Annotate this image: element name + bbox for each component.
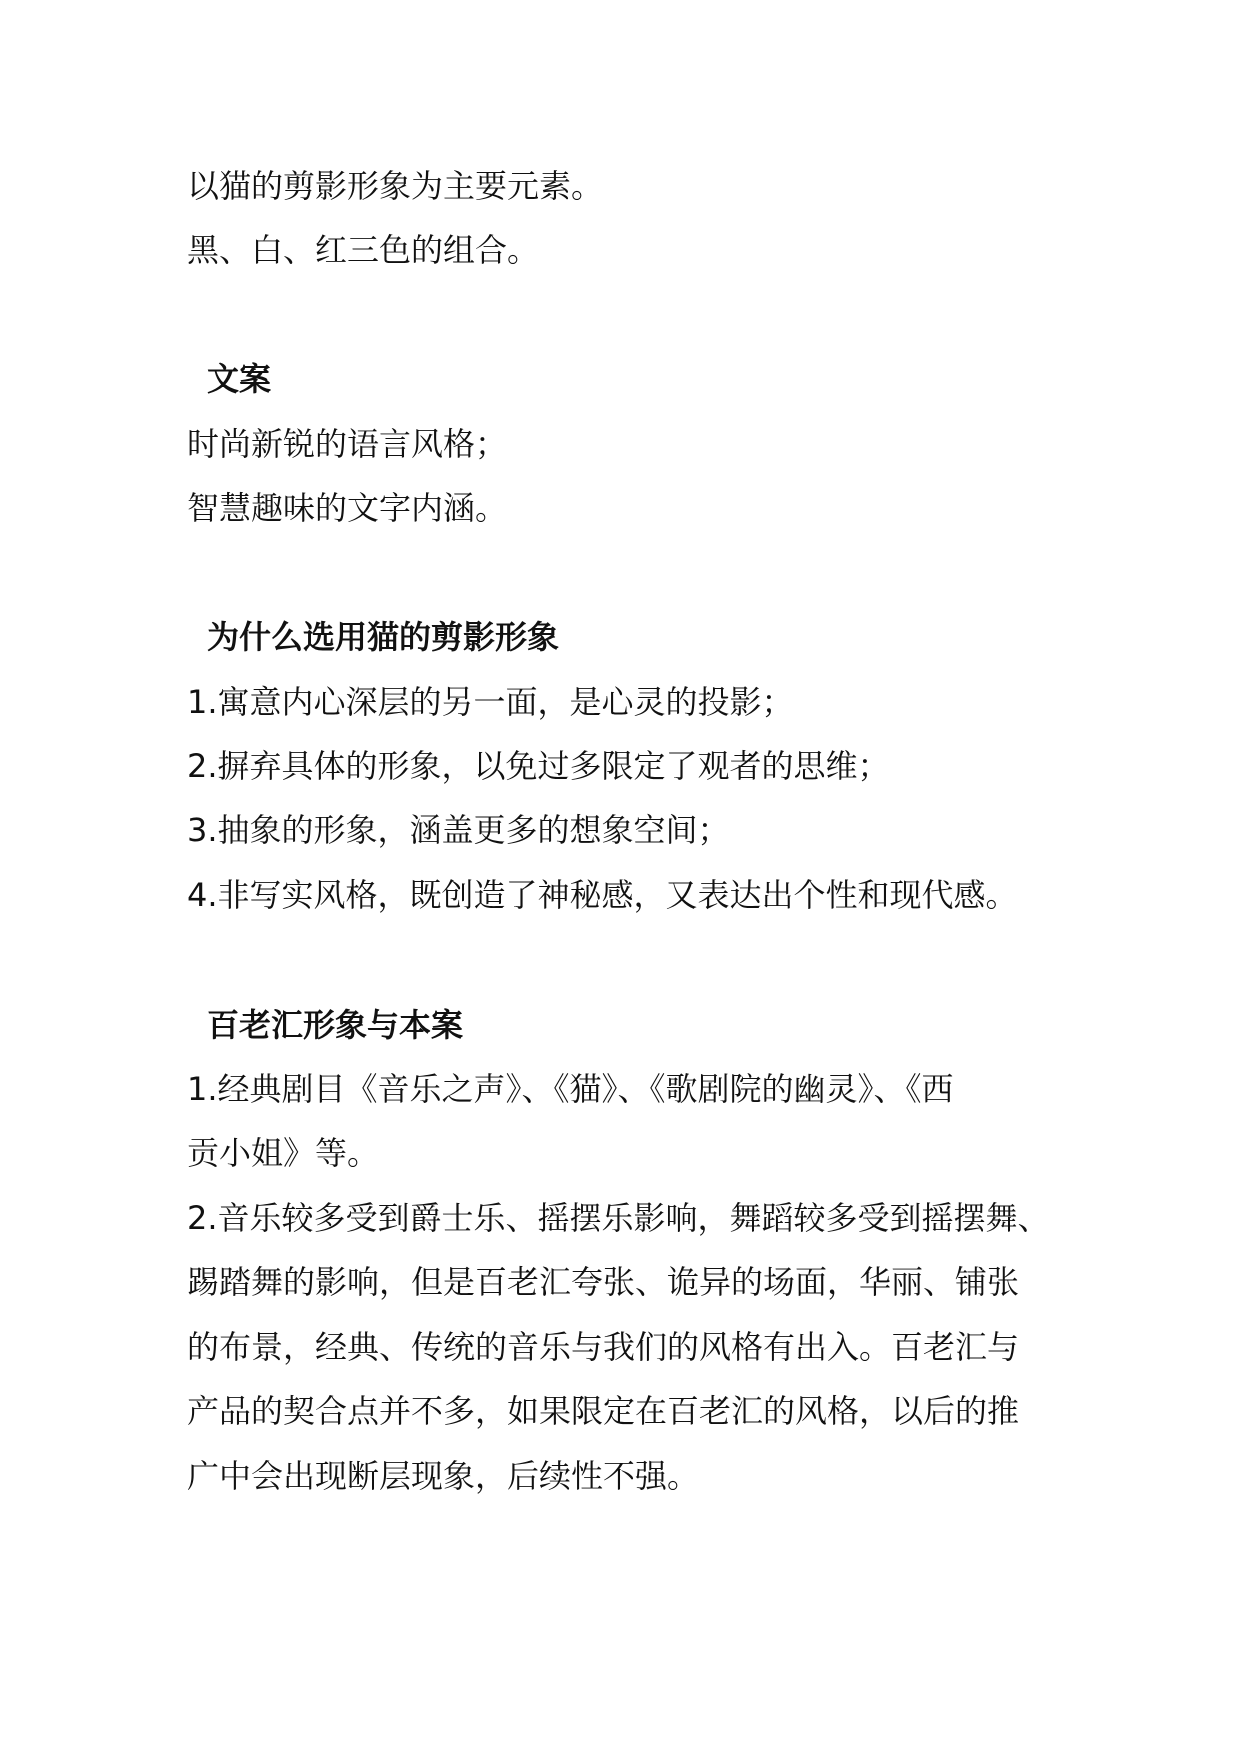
section-line: 贡小姐》等。 <box>187 1134 380 1172</box>
intro-line: 以猫的剪影形象为主要元素。 <box>187 167 604 205</box>
section-line: 产品的契合点并不多，如果限定在百老汇的风格，以后的推 <box>187 1392 1020 1430</box>
section-line: 踢踏舞的影响，但是百老汇夸张、诡异的场面，华丽、铺张 <box>187 1263 1020 1301</box>
section-line: 时尚新锐的语言风格； <box>187 425 508 463</box>
section-line: 1.经典剧目《音乐之声》、《猫》、《歌剧院的幽灵》、《西 <box>187 1070 954 1108</box>
section-line: 2.音乐较多受到爵士乐、摇摆乐影响，舞蹈较多受到摇摆舞、 <box>187 1199 1050 1237</box>
section-line: 的布景，经典、传统的音乐与我们的风格有出入。百老汇与 <box>187 1328 1020 1366</box>
section-line: 1.寓意内心深层的另一面，是心灵的投影； <box>187 683 794 721</box>
section-line: 智慧趣味的文字内涵。 <box>187 489 508 527</box>
section-line: 广中会出现断层现象，后续性不强。 <box>187 1457 700 1495</box>
section-line: 2.摒弃具体的形象，以免过多限定了观者的思维； <box>187 747 890 785</box>
section-heading-copywriting: 文案 <box>207 360 272 398</box>
section-heading-broadway: 百老汇形象与本案 <box>207 1006 464 1044</box>
section-line: 3.抽象的形象，涵盖更多的想象空间； <box>187 811 730 849</box>
section-heading-why-cat-silhouette: 为什么选用猫的剪影形象 <box>207 618 560 656</box>
section-line: 4.非写实风格，既创造了神秘感，又表达出个性和现代感。 <box>187 876 1018 914</box>
intro-line: 黑、白、红三色的组合。 <box>187 231 540 269</box>
